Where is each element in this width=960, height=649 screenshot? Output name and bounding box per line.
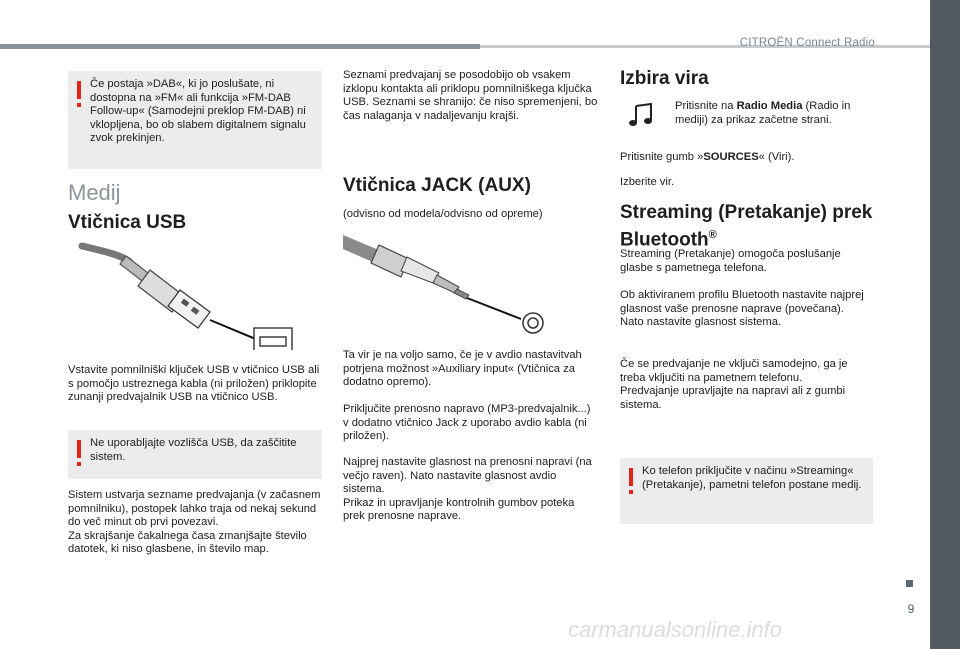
side-tab <box>930 0 960 649</box>
warning-note <box>620 458 873 524</box>
jack-plug-icon <box>343 235 521 319</box>
playlist-paragraph: Seznami predvajanj se posodobijo ob vsakem izklopu kontakta ali priklopu pomnilniškega ključka USB. Seznami se shranijo: če niso spremenjeni, bo čas nalaganja v nadaljevanju krajši. <box>343 69 598 122</box>
warning-note <box>68 71 322 169</box>
instruction-text: (Radio in mediji) za prikaz začetne strani. <box>675 100 851 126</box>
jack-subtitle: (odvisno od modela/odvisno od opreme) <box>343 208 543 220</box>
warning-icon <box>629 468 633 486</box>
streaming-paragraph-3: Če se predvajanje ne vključi samodejno, ga je treba vključiti na pametnem telefonu. Predvajanje upravljajte na napravi ali z gumbi sistema. <box>620 358 848 411</box>
warning-icon <box>77 440 81 458</box>
warning-icon <box>77 81 81 99</box>
instruction-text: Pritisnite gumb » <box>620 151 704 163</box>
instruction-text: Pritisnite na <box>675 100 737 112</box>
header-rule-dark <box>0 44 480 49</box>
source-heading: Izbira vira <box>620 68 709 89</box>
select-source-text: Izberite vir. <box>620 176 675 188</box>
usb-plug-icon <box>82 246 258 340</box>
note-text: Če postaja »DAB«, ki jo poslušate, ni dostopna na »FM« ali funkcija »FM-DAB Follow-up« (Samodejni preklop FM-DAB) ni vklopljena, bo ob slabem digitalnem signalu zvok prekinjen. <box>90 78 306 144</box>
section-title: Medij <box>68 180 121 205</box>
streaming-heading-text: Streaming (Pretakanje) prek Bluetooth <box>620 202 873 251</box>
radio-media-instruction <box>675 100 873 127</box>
usb-heading: Vtičnica USB <box>68 212 187 233</box>
jack-paragraph-3: Najprej nastavite glasnost na prenosni napravi (na večjo raven). Nato nastavite glasnost avdio sistema. Prikaz in upravljanje kontrolnih gumbov poteka prek prenosne naprave. <box>343 456 592 522</box>
usb-paragraph-1: Vstavite pomnilniški ključek USB v vtičnico USB ali s pomočjo ustreznega kabla (ni priložen) priklopite zunanji predvajalnik USB na vtičnico USB. <box>68 364 320 403</box>
page-header: CITROËN Connect Radio <box>739 37 875 49</box>
registered-mark: ® <box>708 229 717 241</box>
page-number: 9 <box>907 602 915 616</box>
usb-port-icon <box>254 328 292 350</box>
page-marker <box>906 580 913 587</box>
note-text: Ko telefon priključite v načinu »Streaming« (Pretakanje), pametni telefon postane medij. <box>642 465 862 491</box>
streaming-paragraph-1: Streaming (Pretakanje) omogoča poslušanje glasbe s pametnega telefona. <box>620 248 841 274</box>
sources-label: SOURCES <box>703 151 759 163</box>
jack-port-icon <box>523 313 543 333</box>
jack-illustration <box>343 225 599 340</box>
usb-paragraph-2: Sistem ustvarja sezname predvajanja (v začasnem pomnilniku), postopek lahko traja od nekaj sekund do več minut ob prvi povezavi. Za skrajšanje čakalnega časa zmanjšajte število datotek, ki niso glasbene, in število map. <box>68 489 321 555</box>
streaming-heading <box>620 202 880 251</box>
music-note-icon <box>628 103 654 127</box>
radio-media-label: Radio Media <box>736 100 803 112</box>
usb-illustration <box>68 240 322 350</box>
warning-note <box>68 430 322 479</box>
instruction-text: « (Viri). <box>758 151 795 163</box>
jack-paragraph-2: Priključite prenosno napravo (MP3-predvajalnik...) v dodatno vtičnico Jack z uporabo avdio kabla (ni priložen). <box>343 403 591 442</box>
jack-heading: Vtičnica JACK (AUX) <box>343 175 531 196</box>
note-text: Ne uporabljajte vozlišča USB, da zaščitite sistem. <box>90 437 297 463</box>
streaming-paragraph-2: Ob aktiviranem profilu Bluetooth nastavite najprej glasnost vaše prenosne naprave (povečana). Nato nastavite glasnost sistema. <box>620 289 864 328</box>
sources-instruction <box>620 151 876 165</box>
jack-paragraph-1: Ta vir je na voljo samo, če je v avdio nastavitvah potrjena možnost »Auxiliary input« (Vtičnica za dodatno opremo). <box>343 349 582 388</box>
watermark: carmanualsonline.info <box>568 617 783 642</box>
